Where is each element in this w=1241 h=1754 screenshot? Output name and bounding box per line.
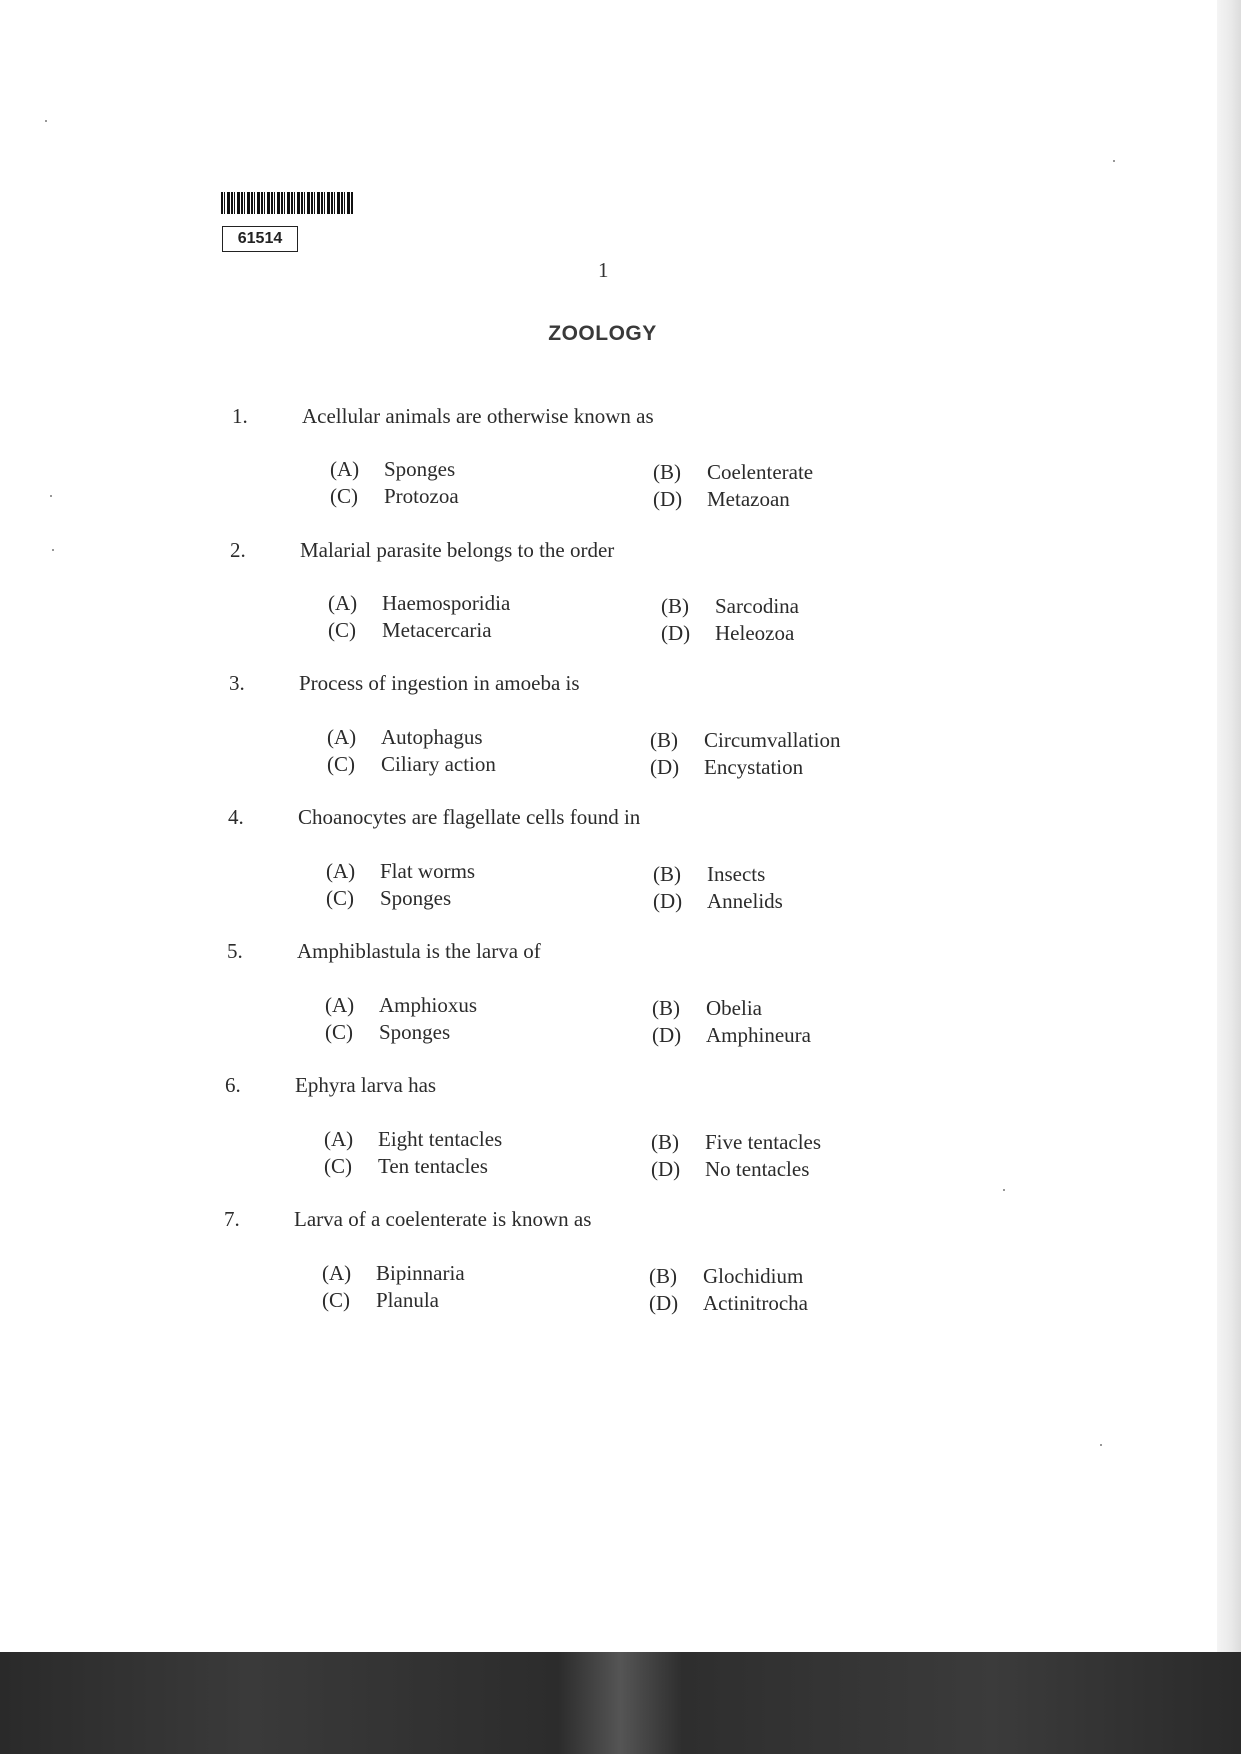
option-text: Annelids <box>707 889 783 913</box>
question-number: 7. <box>224 1207 240 1231</box>
option-d <box>653 487 790 512</box>
question-text: Process of ingestion in amoeba is <box>299 671 580 695</box>
option-d <box>649 1291 808 1316</box>
option-text: Sarcodina <box>715 594 799 618</box>
page-number: 1 <box>598 258 609 282</box>
question-number: 4. <box>228 805 244 829</box>
option-c <box>328 618 492 643</box>
option-letter: (A) <box>330 457 360 481</box>
option-text: Five tentacles <box>705 1130 822 1154</box>
page-title: ZOOLOGY <box>548 322 657 345</box>
option-d <box>652 1023 811 1048</box>
option-letter: (C) <box>325 1020 353 1044</box>
option-text: Sponges <box>379 1020 451 1044</box>
paper-code: 61514 <box>222 226 298 252</box>
option-letter: (B) <box>649 1264 677 1288</box>
question-text: Choanocytes are flagellate cells found in <box>298 805 641 829</box>
option-letter: (C) <box>330 484 358 508</box>
option-text: Haemosporidia <box>382 591 511 615</box>
option-letter: (D) <box>652 1023 682 1047</box>
option-text: Flat worms <box>380 859 476 883</box>
option-c <box>330 484 459 509</box>
scan-speck <box>52 549 54 551</box>
option-letter: (A) <box>327 725 357 749</box>
question-number: 5. <box>227 939 243 963</box>
option-b <box>649 1264 803 1289</box>
option-letter: (A) <box>325 993 355 1017</box>
option-c <box>326 886 451 911</box>
option-d <box>651 1157 809 1182</box>
question-number: 1. <box>232 404 248 428</box>
option-text: Eight tentacles <box>378 1127 503 1151</box>
option-letter: (A) <box>326 859 356 883</box>
option-text: Sponges <box>384 457 456 481</box>
option-letter: (C) <box>328 618 356 642</box>
option-a <box>328 591 510 616</box>
scan-speck <box>45 120 47 122</box>
option-letter: (D) <box>650 755 680 779</box>
option-a <box>325 993 477 1018</box>
option-letter: (A) <box>322 1261 352 1285</box>
scan-speck <box>50 495 52 497</box>
option-c <box>324 1154 488 1179</box>
option-letter: (D) <box>651 1157 681 1181</box>
option-b <box>653 862 765 887</box>
option-letter: (C) <box>326 886 354 910</box>
option-b <box>652 996 762 1021</box>
option-letter: (B) <box>652 996 680 1020</box>
option-letter: (D) <box>653 487 683 511</box>
option-letter: (B) <box>651 1130 679 1154</box>
option-text: Protozoa <box>384 484 459 508</box>
option-text: Ten tentacles <box>378 1154 488 1178</box>
question-text: Ephyra larva has <box>295 1073 437 1097</box>
option-letter: (C) <box>324 1154 352 1178</box>
option-a <box>327 725 483 750</box>
option-b <box>661 594 799 619</box>
option-letter: (C) <box>322 1288 350 1312</box>
scan-edge-right <box>1217 0 1241 1652</box>
scan-speck <box>1113 160 1115 162</box>
option-text: Sponges <box>380 886 452 910</box>
option-text: Circumvallation <box>704 728 841 752</box>
question-text: Acellular animals are otherwise known as <box>302 404 654 428</box>
option-letter: (D) <box>653 889 683 913</box>
option-a <box>324 1127 502 1152</box>
scan-speck <box>1100 1444 1102 1446</box>
option-text: Insects <box>707 862 766 886</box>
option-text: Metacercaria <box>382 618 492 642</box>
option-c <box>325 1020 450 1045</box>
option-letter: (A) <box>324 1127 354 1151</box>
option-letter: (B) <box>650 728 678 752</box>
option-text: No tentacles <box>705 1157 810 1181</box>
option-text: Obelia <box>706 996 762 1020</box>
option-text: Encystation <box>704 755 804 779</box>
option-d <box>653 889 783 914</box>
question-number: 3. <box>229 671 245 695</box>
option-text: Bipinnaria <box>376 1261 465 1285</box>
question-text: Malarial parasite belongs to the order <box>300 538 615 562</box>
option-text: Metazoan <box>707 487 790 511</box>
option-text: Autophagus <box>381 725 483 749</box>
question-number: 2. <box>230 538 246 562</box>
option-a <box>330 457 455 482</box>
option-letter: (C) <box>327 752 355 776</box>
option-c <box>322 1288 439 1313</box>
option-text: Amphioxus <box>379 993 478 1017</box>
option-text: Actinitrocha <box>703 1291 808 1315</box>
option-a <box>326 859 475 884</box>
option-text: Coelenterate <box>707 460 814 484</box>
option-text: Planula <box>376 1288 439 1312</box>
option-letter: (A) <box>328 591 358 615</box>
option-d <box>661 621 794 646</box>
option-letter: (D) <box>649 1291 679 1315</box>
option-letter: (B) <box>653 862 681 886</box>
option-text: Glochidium <box>703 1264 804 1288</box>
option-b <box>651 1130 821 1155</box>
scan-edge-bottom <box>0 1652 1241 1754</box>
option-text: Amphineura <box>706 1023 811 1047</box>
question-text: Amphiblastula is the larva of <box>297 939 541 963</box>
option-c <box>327 752 496 777</box>
barcode <box>221 192 353 214</box>
question-text: Larva of a coelenterate is known as <box>294 1207 592 1231</box>
option-letter: (B) <box>661 594 689 618</box>
option-b <box>653 460 813 485</box>
option-b <box>650 728 840 753</box>
option-letter: (D) <box>661 621 691 645</box>
option-text: Heleozoa <box>715 621 795 645</box>
option-a <box>322 1261 465 1286</box>
option-text: Ciliary action <box>381 752 496 776</box>
option-d <box>650 755 803 780</box>
question-number: 6. <box>225 1073 241 1097</box>
scan-speck <box>1003 1189 1005 1191</box>
option-letter: (B) <box>653 460 681 484</box>
